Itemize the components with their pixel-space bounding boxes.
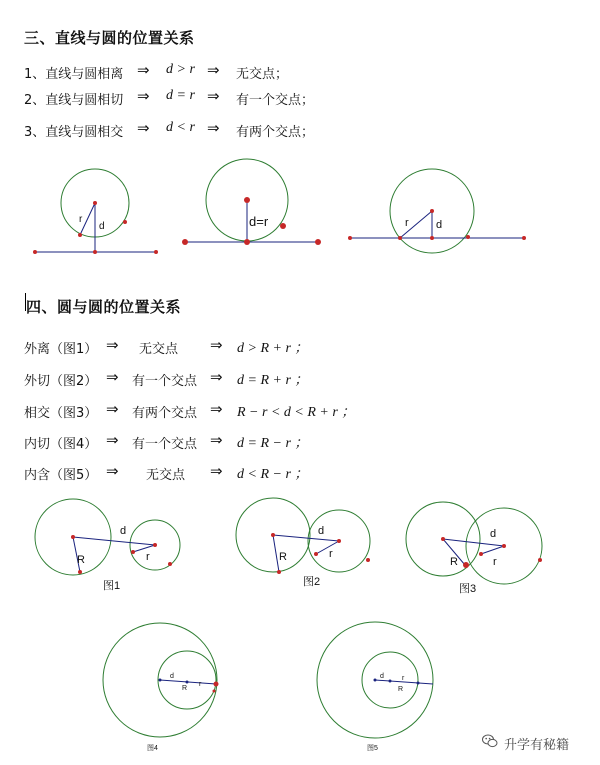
implies-arrow: ⇒ <box>106 400 119 418</box>
line-circle-diagrams <box>0 155 600 270</box>
implies-arrow: ⇒ <box>106 336 119 354</box>
R-label: R <box>398 686 404 693</box>
implies-arrow: ⇒ <box>210 368 223 386</box>
point <box>398 236 402 240</box>
r-label: r <box>402 675 405 682</box>
point <box>93 201 97 205</box>
row-formula: d > R + r ； <box>237 341 309 356</box>
small-radius <box>316 541 339 554</box>
r-label: r <box>146 551 150 563</box>
implies-arrow: ⇒ <box>106 462 119 480</box>
figure-5-contained <box>317 622 433 752</box>
section4-title: 四、圆与圆的位置关系 <box>26 298 182 316</box>
implies-arrow: ⇒ <box>210 336 223 354</box>
d-label: d <box>170 673 174 680</box>
row-result: 无交点； <box>236 67 289 82</box>
row-result: 有两个交点； <box>236 125 315 140</box>
center-distance <box>273 535 339 541</box>
point <box>93 250 97 254</box>
R-label: R <box>450 556 458 568</box>
r-label: r <box>199 681 202 688</box>
R-label: R <box>279 551 287 563</box>
point <box>153 543 157 547</box>
figure-1-separate <box>35 499 180 592</box>
implies-arrow: ⇒ <box>207 119 220 137</box>
point <box>502 544 506 548</box>
d-label: d <box>318 525 325 537</box>
point <box>277 570 281 574</box>
row-result: 有一个交点 <box>132 437 198 452</box>
radius-label: r <box>79 214 83 225</box>
implies-arrow: ⇒ <box>137 61 150 79</box>
point <box>522 236 526 240</box>
circle-circle-diagrams <box>0 490 600 765</box>
row-label: 外离（图1） <box>24 342 98 357</box>
r-label: r <box>493 556 497 568</box>
point <box>366 558 370 562</box>
point <box>441 537 445 541</box>
point <box>314 552 318 556</box>
implies-arrow: ⇒ <box>106 368 119 386</box>
point <box>33 250 37 254</box>
point <box>214 682 219 687</box>
point <box>78 233 82 237</box>
point <box>280 223 286 229</box>
implies-arrow: ⇒ <box>207 87 220 105</box>
point <box>186 681 189 684</box>
r-label: r <box>329 548 333 560</box>
small-radius <box>133 545 155 552</box>
line-circle-intersect-figure <box>348 169 526 253</box>
section3-title: 三、直线与圆的位置关系 <box>24 29 195 47</box>
row-label: 内含（图5） <box>24 468 98 483</box>
row-formula: d > r <box>166 62 195 77</box>
d-label: d <box>380 673 384 680</box>
implies-arrow: ⇒ <box>210 462 223 480</box>
point <box>131 550 135 554</box>
R-label: R <box>182 685 188 692</box>
implies-arrow: ⇒ <box>137 119 150 137</box>
line-circle-tangent-figure <box>182 159 321 245</box>
row-result: 无交点 <box>146 468 186 483</box>
point <box>417 682 420 685</box>
point <box>466 235 470 239</box>
point <box>389 680 392 683</box>
small-radius <box>481 546 504 554</box>
center-distance <box>73 537 155 545</box>
point <box>244 239 250 245</box>
figure-3-intersect <box>406 502 542 595</box>
radius-label: r <box>405 217 409 229</box>
point <box>168 562 172 566</box>
point <box>538 558 542 562</box>
point <box>315 239 321 245</box>
figure-2-tangent <box>236 498 370 588</box>
implies-arrow: ⇒ <box>207 61 220 79</box>
point <box>430 236 434 240</box>
figure-caption: 图4 <box>147 745 158 752</box>
row-result: 有两个交点 <box>132 406 198 421</box>
row-result: 有一个交点； <box>236 93 315 108</box>
row-label: 2、直线与圆相切 <box>24 93 124 108</box>
point <box>123 220 127 224</box>
figure-4-internal-tangent <box>103 623 219 752</box>
implies-arrow: ⇒ <box>106 431 119 449</box>
point <box>78 570 82 574</box>
row-label: 外切（图2） <box>24 374 98 389</box>
row-formula: d = R − r ； <box>237 436 309 451</box>
row-formula: d < R − r ； <box>237 467 309 482</box>
row-formula: d = r <box>166 88 195 103</box>
wechat-icon <box>482 733 498 749</box>
row-label: 3、直线与圆相交 <box>24 125 124 140</box>
d-label: d <box>120 525 127 537</box>
distance-label: d <box>99 221 105 232</box>
d-label: d <box>490 528 497 540</box>
figure-caption: 图2 <box>303 576 321 588</box>
point <box>271 533 275 537</box>
point <box>374 679 377 682</box>
implies-arrow: ⇒ <box>210 400 223 418</box>
point <box>463 562 469 568</box>
R-label: R <box>77 554 85 566</box>
figure-caption: 图1 <box>103 580 121 592</box>
row-label: 内切（图4） <box>24 437 98 452</box>
row-result: 无交点 <box>139 342 179 357</box>
figure-caption: 图3 <box>459 583 477 595</box>
point <box>479 552 483 556</box>
row-label: 1、直线与圆相离 <box>24 67 124 82</box>
point <box>71 535 75 539</box>
point <box>182 239 188 245</box>
row-formula: d = R + r ； <box>237 373 309 388</box>
watermark-text: 升学有秘籍 <box>504 738 570 753</box>
line-circle-separate-figure <box>33 169 158 254</box>
distance-label: d=r <box>249 214 269 229</box>
implies-arrow: ⇒ <box>210 431 223 449</box>
distance-label: d <box>436 219 443 231</box>
figure-caption: 图5 <box>367 745 378 752</box>
point <box>213 690 216 693</box>
implies-arrow: ⇒ <box>137 87 150 105</box>
row-formula: R − r < d < R + r ； <box>237 405 356 420</box>
point <box>337 539 341 543</box>
point <box>430 209 434 213</box>
row-formula: d < r <box>166 120 195 135</box>
point <box>348 236 352 240</box>
row-result: 有一个交点 <box>132 374 198 389</box>
point <box>159 679 162 682</box>
point <box>244 197 250 203</box>
row-label: 相交（图3） <box>24 406 98 421</box>
point <box>154 250 158 254</box>
center-distance <box>443 539 504 546</box>
